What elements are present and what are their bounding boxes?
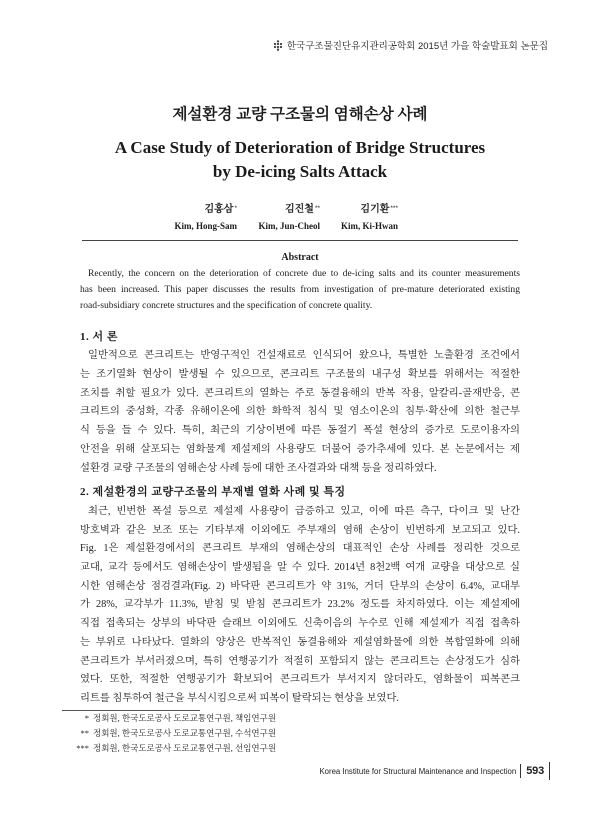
abstract-line: has been increased. This paper discusses the results from investigation of pre-mature deteriorated existing <box>80 284 520 295</box>
page-footer <box>319 762 550 780</box>
proceedings-title: 한국구조물진단유지관리공학회 2015년 가을 학술발표회 논문집 <box>286 41 548 52</box>
author-affiliation-mark: ** <box>314 205 320 212</box>
footnote-mark: *** <box>76 743 89 753</box>
body-text-line: 였다. 또한, 적절한 연행공기가 확보되어 콘크리트가 부서지지 않더라도, 염화물이 피복콘크 <box>80 674 520 686</box>
body-text-line: 방호벽과 같은 보조 또는 기타부재 이외에도 주부재의 염해 손상이 빈번하게 보고되고 있다. <box>80 524 520 536</box>
footer-divider-bar <box>549 762 550 780</box>
author-name-english: Kim, Jun-Cheol <box>258 221 320 231</box>
footnote-text: 정회원, 한국도로공사 도로교통연구원, 선임연구원 <box>93 743 277 753</box>
author-name-english: Kim, Ki-Hwan <box>340 221 398 231</box>
body-text-line: 는 조기열화 현상이 발생될 수 있으므로, 콘크리트 구조물의 내구성 확보를 위해서는 적절한 <box>80 368 520 380</box>
footnote-mark: * <box>84 713 89 723</box>
paper-title-english-line2: by De-icing Salts Attack <box>212 162 388 181</box>
body-text-line: 시한 염해손상 점검결과(Fig. 2) 바닥판 콘크리트가 약 31%, 거더 단부의 손상이 6.4%, 교대부 <box>80 580 520 592</box>
body-text-line: Fig. 1은 제설환경에서의 콘크리트 부재의 염해손상의 대표적인 손상 사례를 정리한 것으로 <box>80 543 520 555</box>
section-1-paragraph <box>80 347 520 479</box>
author-2 <box>258 202 320 234</box>
footnote-text: 정회원, 한국도로공사 도로교통연구원, 수석연구원 <box>93 728 277 738</box>
section-2-paragraph <box>80 503 520 709</box>
abstract-heading: Abstract <box>281 252 319 263</box>
body-text-line: 콘크리트가 부서러졌으며, 특히 연행공기가 적절히 포함되지 않는 콘크리트는 손상정도가 심하 <box>80 655 520 667</box>
footer-institution: Korea Institute for Structural Maintenance and Inspection <box>319 766 517 776</box>
page-number: 593 <box>526 765 544 777</box>
body-text-line: 리트를 침투하여 철근을 부식시킴으로써 피복이 탈락되는 현상을 보였다. <box>80 692 399 704</box>
footnote <box>59 741 276 756</box>
author-affiliation-mark: *** <box>390 205 398 212</box>
author-3 <box>341 202 398 234</box>
body-text-line: 일반적으로 콘크리트는 반영구적인 건설재료로 인식되어 왔으나, 특별한 노출환경 조건에서 <box>88 350 520 361</box>
body-text-line: 최근, 빈번한 폭설 등으로 제설제 사용량이 급증하고 있고, 이에 따른 측구, 다이크 및 난간 <box>88 506 520 517</box>
author-name-korean: 김진철 <box>284 204 314 215</box>
footnotes <box>59 711 276 756</box>
proceedings-header <box>273 38 548 52</box>
body-text-line: 안전을 위해 살포되는 염화물계 제설제의 사용량도 더불어 증가추세에 있다. 본 논문에서는 제 <box>80 443 520 455</box>
abstract-line: Recently, the concern on the deterioration of concrete due to de-icing salts and its counter measurements <box>88 268 520 279</box>
body-text-line: 식 등을 들 수 있다. 특히, 최근의 기상이변에 따른 동절기 폭설 현상의 증가로 도로이용자의 <box>80 425 520 437</box>
author-name-english: Kim, Hong-Sam <box>174 221 237 231</box>
paper-title-english-line1: A Case Study of Deterioration of Bridge Structures <box>114 138 486 157</box>
footnote-text: 정회원, 한국도로공사 도로교통연구원, 책임연구원 <box>93 713 277 723</box>
body-text-line: 크리트의 중성화, 각종 유해이온에 의한 화학적 침식 및 염소이온의 침투·확산에 의한 철근부 <box>80 406 520 418</box>
title-divider-rule <box>82 240 518 241</box>
abstract-body <box>80 266 520 314</box>
paper-title-korean: 제설환경 교량 구조물의 염해손상 사례 <box>172 106 428 123</box>
footnote-mark: ** <box>80 728 89 738</box>
author-name-korean: 김기환 <box>360 204 390 215</box>
author-1 <box>174 202 237 234</box>
section-heading-deterioration-cases: 2. 제설환경의 교량구조물의 부재별 열화 사례 및 특징 <box>80 486 346 498</box>
footnote <box>59 711 276 726</box>
body-text-line: 설환경 교량 구조물의 염해손상 사례 등에 대한 조사결과와 대책 등을 정리하였다. <box>80 462 437 474</box>
dotted-emblem-icon <box>273 40 283 51</box>
footnote <box>59 726 276 741</box>
author-affiliation-mark: * <box>234 205 237 212</box>
section-heading-introduction: 1. 서 론 <box>80 331 119 343</box>
author-name-korean: 김홍삼 <box>204 204 234 215</box>
body-text-line: 직접 접촉되는 상부의 바닥판 슬래브 이외에도 신축이음의 누수로 인해 제설제가 직접 접촉하 <box>80 618 520 630</box>
body-text-line: 는 부위로 나타났다. 열화의 양상은 반복적인 동결융해와 제설염화물에 의한 복합열화에 의해 <box>80 636 520 648</box>
body-text-line: 조치를 취할 필요가 있다. 콘크리트의 열화는 주로 동결융해의 반복 작용, 알칼리-골재반응, 콘 <box>80 387 520 399</box>
body-text-line: 가 28%, 교각부가 11.3%, 받침 및 받침 콘크리트가 23.2% 정도를 차지하였다. 이는 제설제에 <box>80 599 520 611</box>
body-text-line: 교대, 교각 등에서도 염해손상이 발생됨을 알 수 있다. 2014년 8천2백 여개 교량을 대상으로 실 <box>80 562 520 574</box>
abstract-line: road-subsidiary concrete structures and the specification of concrete quality. <box>80 300 373 311</box>
